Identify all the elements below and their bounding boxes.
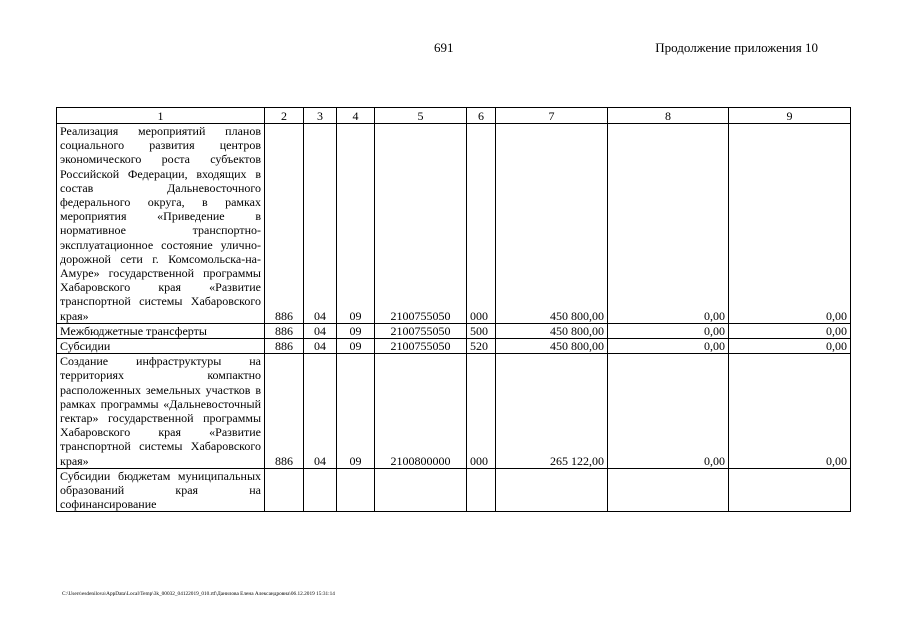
cell-section xyxy=(304,468,337,512)
row-name: Субсидии бюджетам муниципальных образований края на софинансирование xyxy=(57,468,265,512)
cell-amount-8: 0,00 xyxy=(608,354,729,469)
cell-section: 04 xyxy=(304,323,337,338)
cell-subsection: 09 xyxy=(337,354,375,469)
column-header: 5 xyxy=(375,108,467,124)
cell-ministry-code xyxy=(265,468,304,512)
appendix-continuation-note: Продолжение приложения 10 xyxy=(655,40,818,55)
cell-expense-type: 500 xyxy=(467,323,496,338)
cell-section: 04 xyxy=(304,354,337,469)
cell-expense-type: 000 xyxy=(467,124,496,324)
cell-expense-type: 000 xyxy=(467,354,496,469)
column-header: 6 xyxy=(467,108,496,124)
row-name: Создание инфраструктуры на территориях компактно расположенных земельных участков в рамках программы «Дальневосточный гектар» государственной программы Хабаровского края «Развитие транспортной системы Хабаровского края» xyxy=(57,354,265,469)
cell-amount-9: 0,00 xyxy=(729,339,851,354)
cell-subsection: 09 xyxy=(337,323,375,338)
cell-ministry-code: 886 xyxy=(265,124,304,324)
cell-section: 04 xyxy=(304,124,337,324)
cell-ministry-code: 886 xyxy=(265,354,304,469)
cell-target-article: 2100755050 xyxy=(375,124,467,324)
cell-amount-7: 450 800,00 xyxy=(496,124,608,324)
cell-amount-8: 0,00 xyxy=(608,339,729,354)
column-header: 1 xyxy=(57,108,265,124)
cell-ministry-code: 886 xyxy=(265,339,304,354)
page-number: 691 xyxy=(434,40,454,55)
cell-target-article: 2100800000 xyxy=(375,354,467,469)
column-header: 8 xyxy=(608,108,729,124)
column-header: 2 xyxy=(265,108,304,124)
row-name: Межбюджетные трансферты xyxy=(57,323,265,338)
row-name: Реализация мероприятий планов социального развития центров экономического роста субъектов Российской Федерации, входящих в состав Дальневосточного федерального округа, в рамках мероприятия «Приведение в нормативное транспортно-эксплуатационное состояние улично-дорожной сети г. Комсомольска-на-Амуре» государственной программы Хабаровского края «Развитие транспортной системы Хабаровского края» xyxy=(57,124,265,324)
cell-ministry-code: 886 xyxy=(265,323,304,338)
cell-amount-8: 0,00 xyxy=(608,323,729,338)
cell-amount-8: 0,00 xyxy=(608,124,729,324)
table-row xyxy=(57,124,851,324)
cell-amount-7: 265 122,00 xyxy=(496,354,608,469)
cell-target-article xyxy=(375,468,467,512)
row-name: Субсидии xyxy=(57,339,265,354)
cell-subsection: 09 xyxy=(337,339,375,354)
cell-amount-8 xyxy=(608,468,729,512)
cell-subsection: 09 xyxy=(337,124,375,324)
table-row xyxy=(57,354,851,469)
cell-amount-9 xyxy=(729,468,851,512)
cell-amount-7: 450 800,00 xyxy=(496,323,608,338)
cell-subsection xyxy=(337,468,375,512)
table-row xyxy=(57,339,851,354)
cell-section: 04 xyxy=(304,339,337,354)
cell-amount-7: 450 800,00 xyxy=(496,339,608,354)
cell-amount-9: 0,00 xyxy=(729,124,851,324)
cell-amount-7 xyxy=(496,468,608,512)
table-header-row xyxy=(57,108,851,124)
cell-expense-type: 520 xyxy=(467,339,496,354)
column-header: 4 xyxy=(337,108,375,124)
table-row xyxy=(57,468,851,512)
cell-target-article: 2100755050 xyxy=(375,323,467,338)
column-header: 7 xyxy=(496,108,608,124)
cell-amount-9: 0,00 xyxy=(729,323,851,338)
column-header: 3 xyxy=(304,108,337,124)
column-header: 9 xyxy=(729,108,851,124)
cell-target-article: 2100755050 xyxy=(375,339,467,354)
cell-amount-9: 0,00 xyxy=(729,354,851,469)
cell-expense-type xyxy=(467,468,496,512)
budget-table xyxy=(56,107,851,512)
table-row xyxy=(57,323,851,338)
footer-file-path: C:\Users\esdenilova\AppData\Local\Temp\3k_00032_04122019_010.rtf\Данилова Елена Александровна\06.12.2019 15:31:14 xyxy=(62,591,335,597)
